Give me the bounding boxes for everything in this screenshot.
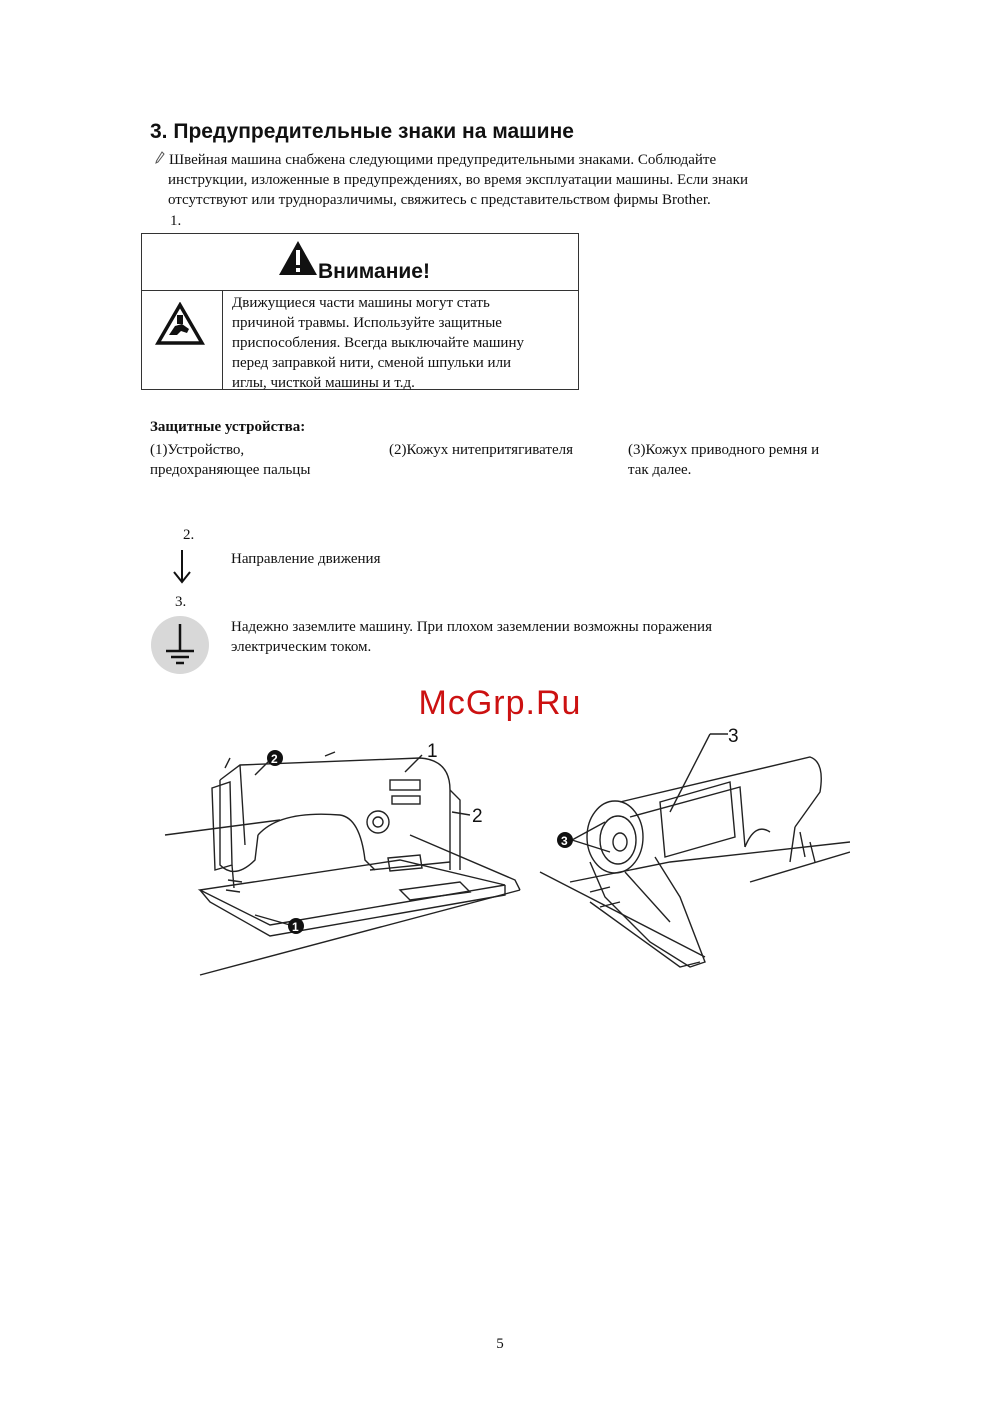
guard-item-2 <box>389 440 573 460</box>
pen-icon <box>154 151 166 165</box>
sign-3-line-1: Надежно заземлите машину. При плохом заземлении возможны поражения <box>231 619 712 635</box>
intro-paragraph <box>150 150 850 210</box>
sign-2-number: 2. <box>183 527 195 543</box>
guard-item-3 <box>628 440 819 480</box>
sign-1-number: 1. <box>170 213 182 229</box>
warning-line-5: иглы, чисткой машины и т.д. <box>232 375 415 391</box>
page-number: 5 <box>496 1336 504 1352</box>
left-label-1: 1 <box>427 741 438 762</box>
arrow-down-icon <box>171 548 193 584</box>
warning-text <box>232 293 572 393</box>
guard-item-2-line-1: (2)Кожух нитепритягивателя <box>389 442 573 458</box>
warning-label-box <box>141 233 579 390</box>
guard-item-1 <box>150 440 310 480</box>
sewing-machine-front-illustration <box>160 740 530 980</box>
warning-line-4: перед заправкой нити, сменой шпульки или <box>232 355 512 371</box>
watermark-logo: McGrp.Ru <box>418 684 582 722</box>
sign-3-text <box>231 617 712 657</box>
left-label-2: 2 <box>472 806 483 827</box>
section-heading: 3. Предупредительные знаки на машине <box>150 120 574 143</box>
guard-item-1-line-1: (1)Устройство, <box>150 442 245 458</box>
warning-header <box>142 234 578 291</box>
warning-line-2: причиной травмы. Используйте защитные <box>232 315 502 331</box>
sewing-machine-back-illustration <box>530 722 850 972</box>
guard-item-1-line-2: предохраняющее пальцы <box>150 462 311 478</box>
warning-pictogram-cell <box>142 291 223 389</box>
warning-line-3: приспособления. Всегда выключайте машину <box>232 335 524 351</box>
right-circled-3-text: 3 <box>561 834 568 848</box>
left-circled-2-text: 2 <box>271 752 278 766</box>
ground-icon <box>150 615 210 675</box>
intro-line-3: отсутствуют или трудноразличимы, свяжитесь с представительством фирмы Brother. <box>168 192 711 208</box>
guards-title: Защитные устройства: <box>150 419 306 435</box>
left-circled-1-text: 1 <box>292 920 299 934</box>
intro-line-1: Швейная машина снабжена следующими предупредительными знаками. Соблюдайте <box>169 152 717 168</box>
sign-2-text: Направление движения <box>231 551 381 567</box>
warning-line-1: Движущиеся части машины могут стать <box>232 295 490 311</box>
warning-title: Внимание! <box>318 260 430 283</box>
right-label-3: 3 <box>728 726 739 747</box>
warning-triangle-icon <box>278 240 318 276</box>
hand-injury-icon <box>155 302 205 346</box>
guard-item-3-line-2: так далее. <box>628 462 692 478</box>
intro-line-2: инструкции, изложенные в предупреждениях, во время эксплуатации машины. Если знаки <box>168 172 748 188</box>
guard-item-3-line-1: (3)Кожух приводного ремня и <box>628 442 820 458</box>
sign-3-number: 3. <box>175 594 187 610</box>
sign-3-line-2: электрическим током. <box>231 639 372 655</box>
